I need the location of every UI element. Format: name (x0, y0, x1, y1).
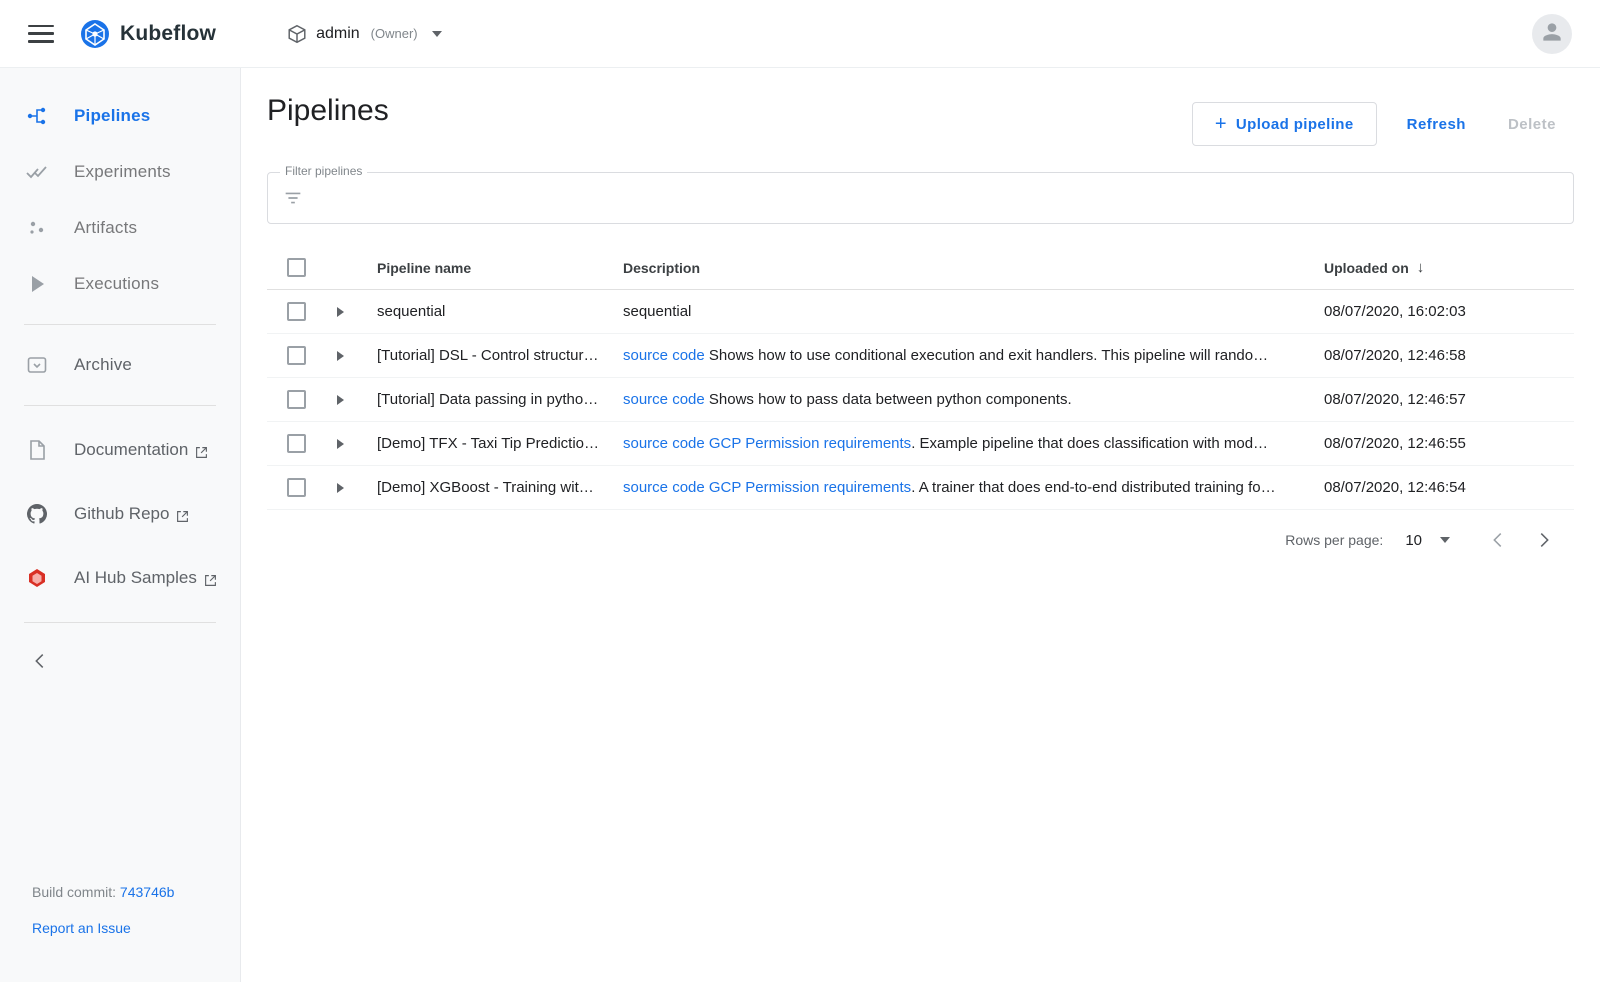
build-commit-row (32, 884, 240, 900)
plus-icon: + (1214, 113, 1227, 135)
source-code-link[interactable]: source code (623, 435, 705, 452)
top-bar (0, 0, 1600, 68)
filter-legend: Filter pipelines (280, 164, 367, 178)
column-description[interactable]: Description (623, 259, 701, 276)
namespace-name: admin (316, 24, 360, 42)
account-circle-icon (1539, 19, 1565, 50)
row-description (623, 303, 1324, 320)
sidebar-item-executions[interactable] (0, 256, 240, 312)
sidebar-item-label: Github Repo (74, 504, 170, 523)
row-uploaded-on: 08/07/2020, 12:46:54 (1324, 479, 1466, 496)
sidebar-item-archive[interactable] (0, 337, 240, 393)
row-description-text: . A trainer that does end-to-end distributed training fo… (911, 479, 1276, 496)
refresh-button[interactable]: Refresh (1395, 106, 1478, 143)
row-description (623, 391, 1324, 408)
source-code-link[interactable]: source code (623, 479, 705, 496)
aihub-icon (24, 565, 50, 591)
page-title: Pipelines (267, 94, 389, 127)
pipelines-table (267, 246, 1574, 570)
sidebar-footer (0, 884, 240, 956)
sidebar-item-label: Archive (74, 355, 133, 374)
page-actions (1192, 94, 1568, 146)
column-uploaded-on-label: Uploaded on (1324, 259, 1409, 276)
namespace-icon (286, 23, 308, 45)
chevron-right-icon[interactable] (337, 307, 344, 317)
report-issue-link[interactable]: Report an Issue (32, 920, 131, 936)
row-description (623, 347, 1324, 364)
external-link-icon (204, 572, 217, 585)
row-expand-cell (335, 351, 377, 361)
filter-box[interactable] (267, 172, 1574, 224)
main-content (241, 68, 1600, 982)
row-pipeline-name[interactable]: [Tutorial] DSL - Control structur… (377, 347, 599, 364)
source-code-link[interactable]: source code (623, 347, 705, 364)
row-checkbox[interactable] (287, 478, 306, 497)
avatar[interactable] (1532, 14, 1572, 54)
table-row[interactable] (267, 466, 1574, 510)
rows-per-page-label: Rows per page: (1285, 532, 1384, 548)
sidebar-nav (0, 68, 240, 679)
build-commit-link[interactable]: 743746b (119, 884, 175, 900)
row-pipeline-name[interactable]: [Demo] TFX - Taxi Tip Predictio… (377, 435, 600, 452)
table-pagination (267, 510, 1574, 570)
row-uploaded-on: 08/07/2020, 12:46:58 (1324, 347, 1466, 364)
archive-icon (24, 352, 50, 378)
filter-input[interactable] (304, 173, 1573, 223)
upload-pipeline-label: Upload pipeline (1235, 115, 1354, 133)
row-expand-cell (335, 395, 377, 405)
hamburger-icon[interactable] (28, 25, 54, 43)
table-row[interactable] (267, 378, 1574, 422)
brand-logo-link[interactable] (80, 19, 216, 49)
row-select-cell (267, 390, 335, 409)
row-description-text: Shows how to pass data between python components. (704, 391, 1072, 408)
row-checkbox[interactable] (287, 390, 306, 409)
sidebar-item-label: AI Hub Samples (74, 568, 197, 587)
upload-pipeline-button[interactable] (1192, 102, 1377, 146)
row-description-text: sequential (623, 303, 692, 320)
rows-per-page-value[interactable]: 10 (1405, 531, 1422, 549)
row-pipeline-name[interactable]: [Demo] XGBoost - Training wit… (377, 479, 594, 496)
row-expand-cell (335, 439, 377, 449)
chevron-left-icon (29, 650, 51, 677)
chevron-right-icon[interactable] (337, 395, 344, 405)
row-uploaded-on: 08/07/2020, 12:46:57 (1324, 391, 1466, 408)
row-select-cell (267, 346, 335, 365)
chevron-right-icon[interactable] (337, 351, 344, 361)
pipelines-icon (24, 103, 50, 129)
sidebar-item-pipelines[interactable] (0, 88, 240, 144)
row-checkbox[interactable] (287, 302, 306, 321)
row-expand-cell (335, 483, 377, 493)
sidebar-item-label: Documentation (74, 440, 189, 459)
sidebar-item-ai-hub-samples[interactable] (0, 546, 240, 610)
sidebar-collapse-button[interactable] (24, 647, 56, 679)
sidebar-item-artifacts[interactable] (0, 200, 240, 256)
row-pipeline-name[interactable]: [Tutorial] Data passing in pytho… (377, 391, 599, 408)
row-select-cell (267, 302, 335, 321)
sidebar-item-documentation[interactable] (0, 418, 240, 482)
sidebar-item-label: Artifacts (74, 218, 138, 237)
sort-descending-icon: ↓ (1416, 259, 1425, 276)
table-row[interactable] (267, 334, 1574, 378)
sidebar-item-experiments[interactable] (0, 144, 240, 200)
chevron-right-icon[interactable] (337, 483, 344, 493)
artifacts-icon (24, 215, 50, 241)
report-issue-row (32, 920, 240, 936)
row-pipeline-name[interactable]: sequential (377, 303, 446, 320)
gcp-permission-requirements-link[interactable]: GCP Permission requirements (708, 479, 912, 496)
row-checkbox[interactable] (287, 434, 306, 453)
sidebar-item-label: Pipelines (74, 106, 151, 125)
delete-button[interactable]: Delete (1496, 106, 1568, 143)
row-checkbox[interactable] (287, 346, 306, 365)
sidebar-item-label: Executions (74, 274, 160, 293)
row-expand-cell (335, 307, 377, 317)
github-icon (24, 501, 50, 527)
source-code-link[interactable]: source code (623, 391, 705, 408)
column-uploaded-on[interactable] (1324, 259, 1574, 276)
page-header (241, 68, 1600, 146)
table-header-row (267, 246, 1574, 290)
row-description-text: . Example pipeline that does classification with mod… (911, 435, 1269, 452)
select-all-checkbox[interactable] (287, 258, 306, 277)
row-uploaded-on: 08/07/2020, 16:02:03 (1324, 303, 1466, 320)
row-uploaded-on: 08/07/2020, 12:46:55 (1324, 435, 1466, 452)
filter-icon (282, 187, 304, 209)
chevron-right-icon[interactable] (337, 439, 344, 449)
namespace-selector[interactable] (286, 23, 442, 45)
column-pipeline-name[interactable]: Pipeline name (377, 259, 472, 276)
external-link-icon (176, 508, 189, 521)
row-description (623, 435, 1324, 452)
filter-field-wrapper (267, 164, 1574, 224)
table-row[interactable] (267, 290, 1574, 334)
row-description-text: Shows how to use conditional execution and exit handlers. This pipeline will rando… (704, 347, 1269, 364)
sidebar-item-github-repo[interactable] (0, 482, 240, 546)
sidebar-divider-2 (24, 405, 216, 406)
gcp-permission-requirements-link[interactable]: GCP Permission requirements (708, 435, 912, 452)
table-row[interactable] (267, 422, 1574, 466)
brand-name: Kubeflow (120, 21, 217, 45)
row-select-cell (267, 434, 335, 453)
executions-icon (24, 271, 50, 297)
external-link-icon (195, 444, 208, 457)
experiments-icon (24, 159, 50, 185)
next-page-button[interactable] (1526, 522, 1562, 558)
sidebar-divider-3 (24, 622, 216, 623)
row-select-cell (267, 478, 335, 497)
build-commit-label: Build commit: (32, 884, 117, 900)
document-icon (24, 437, 50, 463)
sidebar-item-label: Experiments (74, 162, 171, 181)
sidebar (0, 68, 241, 982)
row-description (623, 479, 1324, 496)
sidebar-divider-1 (24, 324, 216, 325)
chevron-down-icon (432, 31, 442, 37)
previous-page-button[interactable] (1480, 522, 1516, 558)
namespace-role: (Owner) (370, 26, 418, 41)
select-all-cell (267, 258, 335, 277)
chevron-down-icon[interactable] (1440, 537, 1450, 543)
kubeflow-logo-icon (80, 19, 110, 49)
